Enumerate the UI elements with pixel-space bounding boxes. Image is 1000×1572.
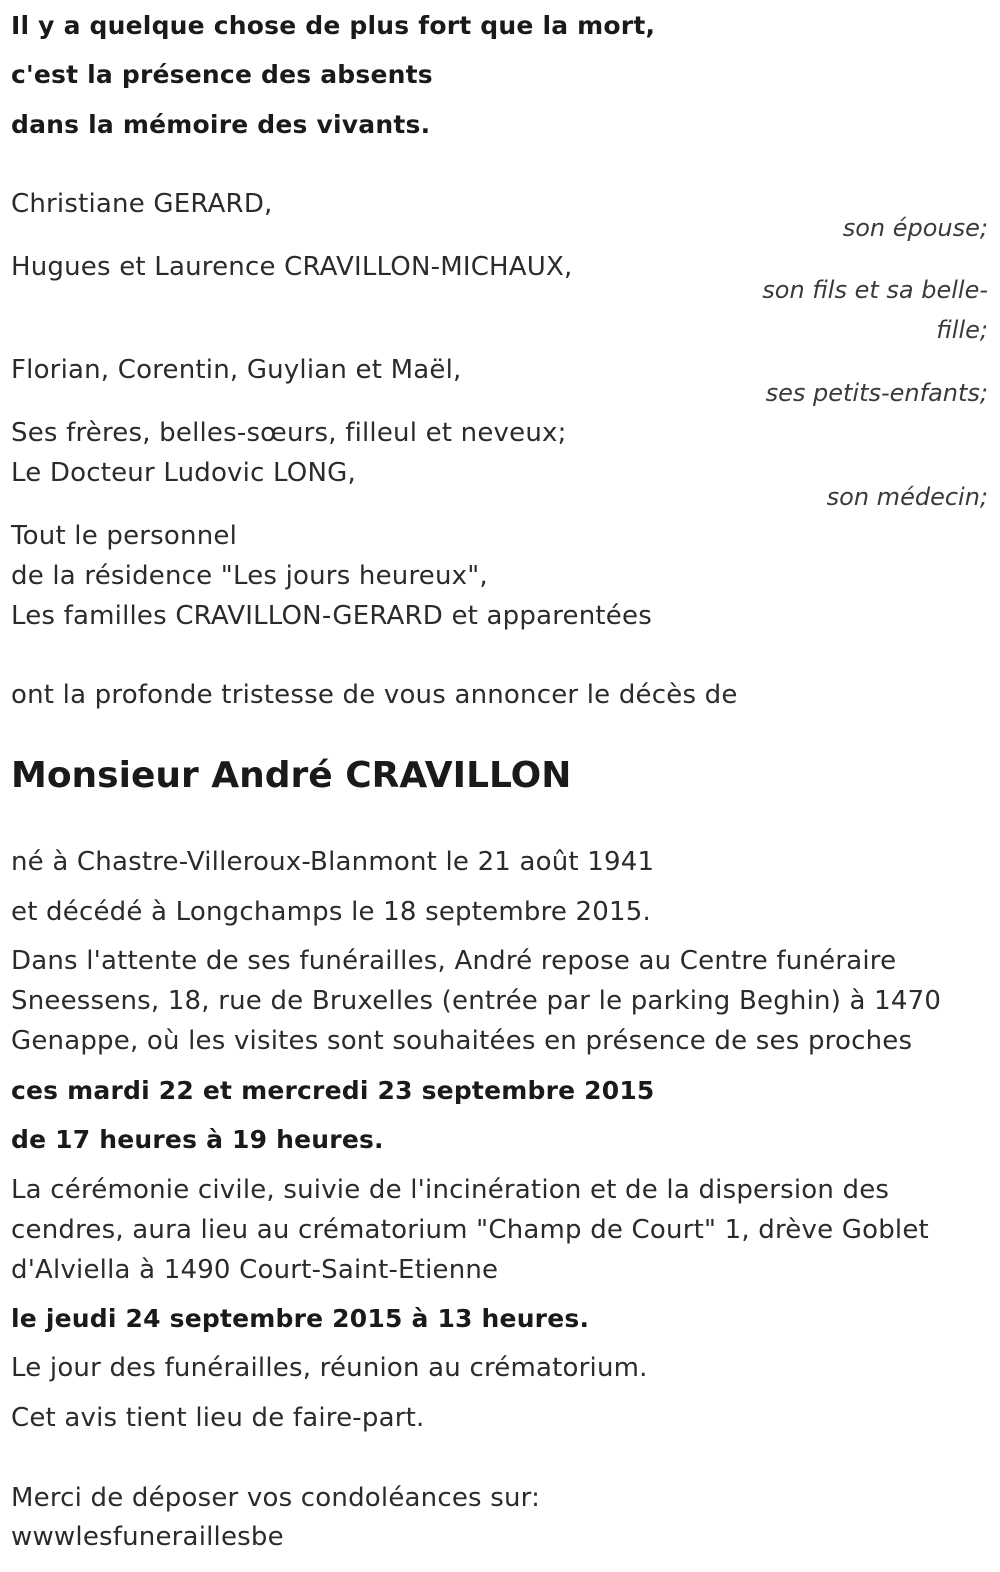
staff-line-2: de la résidence "Les jours heureux", (11, 561, 488, 591)
family-member-name: Hugues et Laurence CRAVILLON-MICHAUX, (11, 252, 573, 282)
family-member-relation: son épouse; (842, 214, 988, 242)
family-member-relation: ses petits-enfants; (765, 379, 988, 407)
family-member-name: Ses frères, belles-sœurs, filleul et neveux; (11, 418, 567, 448)
ceremony-date: le jeudi 24 septembre 2015 à 13 heures. (11, 1304, 590, 1333)
birth-line: né à Chastre-Villeroux-Blanmont le 21 août 1941 (11, 847, 655, 877)
visitation-hours: de 17 heures à 19 heures. (11, 1125, 384, 1154)
announcement-text: ont la profonde tristesse de vous annoncer le décès de (11, 680, 738, 710)
quote-line-1: Il y a quelque chose de plus fort que la mort, (11, 11, 656, 40)
family-member-name: Christiane GERARD, (11, 189, 273, 219)
staff-line-1: Tout le personnel (11, 521, 238, 551)
condolences-text: Merci de déposer vos condoléances sur: (11, 1483, 541, 1513)
meeting-text: Le jour des funérailles, réunion au crématorium. (11, 1353, 648, 1383)
visitation-dates: ces mardi 22 et mercredi 23 septembre 2015 (11, 1076, 655, 1105)
visitation-text: Dans l'attente de ses funérailles, André repose au Centre funéraire Sneessens, 18, rue de Bruxelles (entrée par le parking Beghin) à 1470 Genappe, où les visites sont souhaitées en présence de ses proches (11, 946, 942, 1056)
quote-line-3: dans la mémoire des vivants. (11, 110, 431, 139)
family-member-relation: son médecin; (826, 483, 988, 511)
quote-line-2: c'est la présence des absents (11, 60, 433, 89)
ceremony-text: La cérémonie civile, suivie de l'incinération et de la dispersion des cendres, aura lieu au crématorium "Champ de Court" 1, drève Goblet d'Alviella à 1490 Court-Saint-Etienne (11, 1175, 929, 1285)
staff-line-3: Les familles CRAVILLON-GERARD et apparentées (11, 601, 652, 631)
condolences-website: wwwlesfuneraillesbe (11, 1522, 284, 1552)
family-member-name: Le Docteur Ludovic LONG, (11, 458, 356, 488)
death-line: et décédé à Longchamps le 18 septembre 2015. (11, 897, 651, 927)
deceased-name: Monsieur André CRAVILLON (11, 755, 572, 796)
family-member-relation: son fils et sa belle-fille; (762, 276, 988, 344)
notice-text: Cet avis tient lieu de faire-part. (11, 1403, 425, 1433)
family-member-name: Florian, Corentin, Guylian et Maël, (11, 355, 462, 385)
